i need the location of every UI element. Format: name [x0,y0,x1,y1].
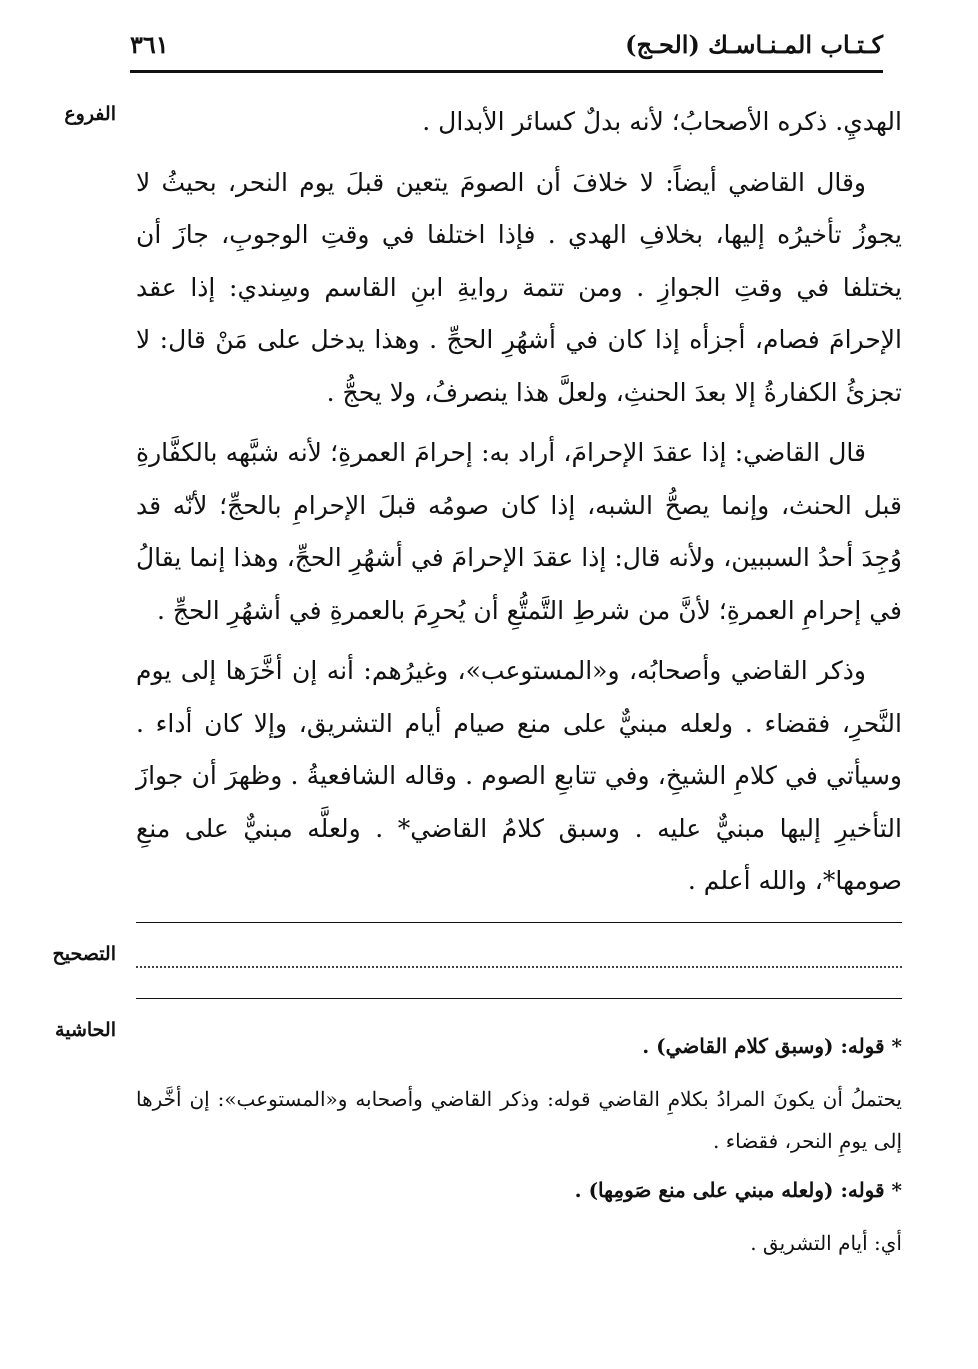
side-label-tashih: التصحيح [52,943,116,965]
page-number: ٣٦١ [130,30,169,59]
side-label-hashiya: الحاشية [55,1019,116,1041]
note-2-body: أي: أيام التشريق . [750,1231,902,1255]
note-1-body: يحتملُ أن يكونَ المرادُ بكلامِ القاضي قوله: وذكر القاضي وأصحابه و«المستوعب»: إن أخَّرها إلى يومِ النحر، فقضاء . [136,1087,902,1153]
section-divider-top [136,922,902,923]
paragraph-4: وذكر القاضي وأصحابُه، و«المستوعب»، وغيرُهم: أنه إن أخَّرَها إلى يوم النَّحرِ، فقضاء . ولعله مبنيٌّ على منع صيام أيام التشريق، وإلا كان أداء . وسيأتي في كلامِ الشيخِ، وفي تتابعِ الصوم . وقاله الشافعيةُ . وظهرَ أن جوازَ التأخيرِ إليها مبنيٌّ عليه . وسبق كلامُ القاضي* . ولعلَّه مبنيٌّ على منعِ صومها*، والله أعلم . [136,656,902,895]
paragraph-3: قال القاضي: إذا عقدَ الإحرامَ، أراد به: إحرامَ العمرةِ؛ لأنه شبَّهه بالكفَّارةِ قبل الحنث، وإنما يصحُّ الشبه، إذا كان صومُه قبلَ الإحرامِ بالحجِّ؛ لأنّه قد وُجِدَ أحدُ السببين، ولأنه قال: إذا عقدَ الإحرامَ في أشهُرِ الحجِّ، وهذا إنما يقالُ في إحرامِ العمرةِ؛ لأنَّ من شرطِ التَّمتُّعِ أن يُحرِمَ بالعمرةِ في أشهُرِ الحجِّ . [136,438,902,625]
section-divider-bottom [136,998,902,999]
note-2-heading: * قوله: (ولعله مبني على منع صَومِها) . [574,1178,902,1202]
running-title: كـتـاب المـنـاسـك (الحـج) [625,30,883,59]
page-header [130,28,883,73]
main-text [136,96,902,916]
tashih-dotted-line [136,966,902,968]
side-label-furu: الفروع [64,103,116,125]
paragraph-2: وقال القاضي أيضاً: لا خلافَ أن الصومَ يتعين قبلَ يوم النحر، بحيثُ لا يجوزُ تأخيرُه إليها، بخلافِ الهدي . فإذا اختلفا في وقتِ الوجوبِ، جازَ أن يختلفا في وقتِ الجوازِ . ومن تتمة روايةِ ابنِ القاسم وسِندي: إذا عقد الإحرامَ فصام، أجزأه إذا كان في أشهُرِ الحجِّ . وهذا يدخل على مَنْ قال: لا تجزئُ الكفارةُ إلا بعدَ الحنثِ، ولعلَّ هذا ينصرفُ، ولا يحجُّ . [136,167,902,407]
note-1-heading: * قوله: (وسبق كلام القاضي) . [642,1034,902,1058]
paragraph-1: الهديِ. ذكره الأصحابُ؛ لأنه بدلٌ كسائر الأبدال . [422,107,902,136]
hashiya-section [136,1026,902,1272]
